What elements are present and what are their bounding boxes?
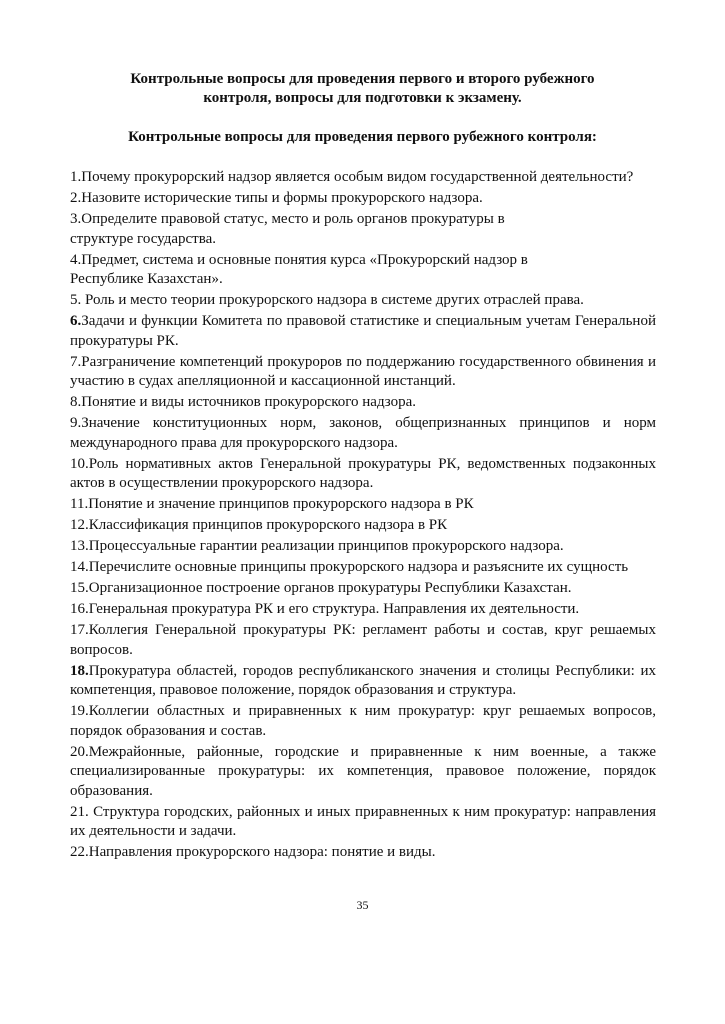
- question-2: 2.Назовите исторические типы и формы прокурорского надзора.: [70, 190, 483, 206]
- question-6-text: Задачи и функции Комитета по правовой статистике и специальным учетам Генеральной прокуратуры РК.: [70, 313, 656, 349]
- question-4-line-1: 4.Предмет, система и основные понятия курса «Прокурорский надзор в: [70, 251, 528, 268]
- question-3-line-2: структуре государства.: [70, 230, 217, 247]
- question-12: 12.Классификация принципов прокурорского надзора в РК: [70, 517, 448, 533]
- question-14: 14.Перечислите основные принципы прокурорского надзора и разъясните их сущность: [70, 559, 629, 575]
- question-18-number: 18.: [70, 662, 89, 679]
- question-8: 8.Понятие и виды источников прокурорского надзора.: [70, 394, 417, 410]
- question-6: [70, 312, 656, 351]
- question-16: 16.Генеральная прокуратура РК и его структура. Направления их деятельности.: [70, 601, 580, 617]
- question-22: 22.Направления прокурорского надзора: понятие и виды.: [70, 844, 436, 860]
- question-13: 13.Процессуальные гарантии реализации принципов прокурорского надзора.: [70, 538, 564, 554]
- question-9: 9.Значение конституционных норм, законов, общепризнанных принципов и норм международного права для прокурорского надзора.: [70, 415, 656, 451]
- question-20: 20.Межрайонные, районные, городские и приравненные к ним военные, а также специализированные прокуратуры: их компетенция, правовое положение, порядок образования.: [70, 743, 656, 799]
- question-3-line-1: 3.Определите правовой статус, место и роль органов прокуратуры в: [70, 211, 505, 227]
- question-17: 17.Коллегия Генеральной прокуратуры РК: регламент работы и состав, круг решаемых вопросов.: [70, 622, 656, 658]
- question-18-text: Прокуратура областей, городов республиканского значения и столицы Республики: их компетенция, правовое положение, порядок образования и структура.: [70, 662, 656, 698]
- section-subtitle: Контрольные вопросы для проведения первого рубежного контроля:: [128, 129, 597, 145]
- question-18: [70, 662, 656, 701]
- page-title: [70, 70, 655, 108]
- question-list: [70, 168, 656, 863]
- question-5: 5. Роль и место теории прокурорского надзора в системе других отраслей права.: [70, 292, 584, 308]
- question-19: 19.Коллегии областных и приравненных к ним прокуратур: круг решаемых вопросов, порядок образования и состав.: [70, 703, 656, 739]
- question-11: 11.Понятие и значение принципов прокурорского надзора в РК: [70, 496, 474, 512]
- question-7: 7.Разграничение компетенций прокуроров по поддержанию государственного обвинения и участию в судах апелляционной и кассационной инстанций.: [70, 353, 656, 389]
- question-1: 1.Почему прокурорский надзор является особым видом государственной деятельности?: [70, 169, 634, 185]
- question-6-number: 6.: [70, 313, 82, 329]
- question-10: 10.Роль нормативных актов Генеральной прокуратуры РК, ведомственных подзаконных актов в осуществлении прокурорского надзора.: [70, 455, 656, 491]
- question-4-line-2: Республике Казахстан».: [70, 271, 223, 287]
- question-21: 21. Структура городских, районных и иных приравненных к ним прокуратур: направления их деятельности и задачи.: [70, 803, 656, 839]
- question-15: 15.Организационное построение органов прокуратуры Республики Казахстан.: [70, 580, 572, 596]
- title-line-2: контроля, вопросы для подготовки к экзамену.: [203, 90, 522, 106]
- page-number: 35: [356, 898, 369, 912]
- title-line-1: Контрольные вопросы для проведения первого и второго рубежного: [130, 71, 595, 87]
